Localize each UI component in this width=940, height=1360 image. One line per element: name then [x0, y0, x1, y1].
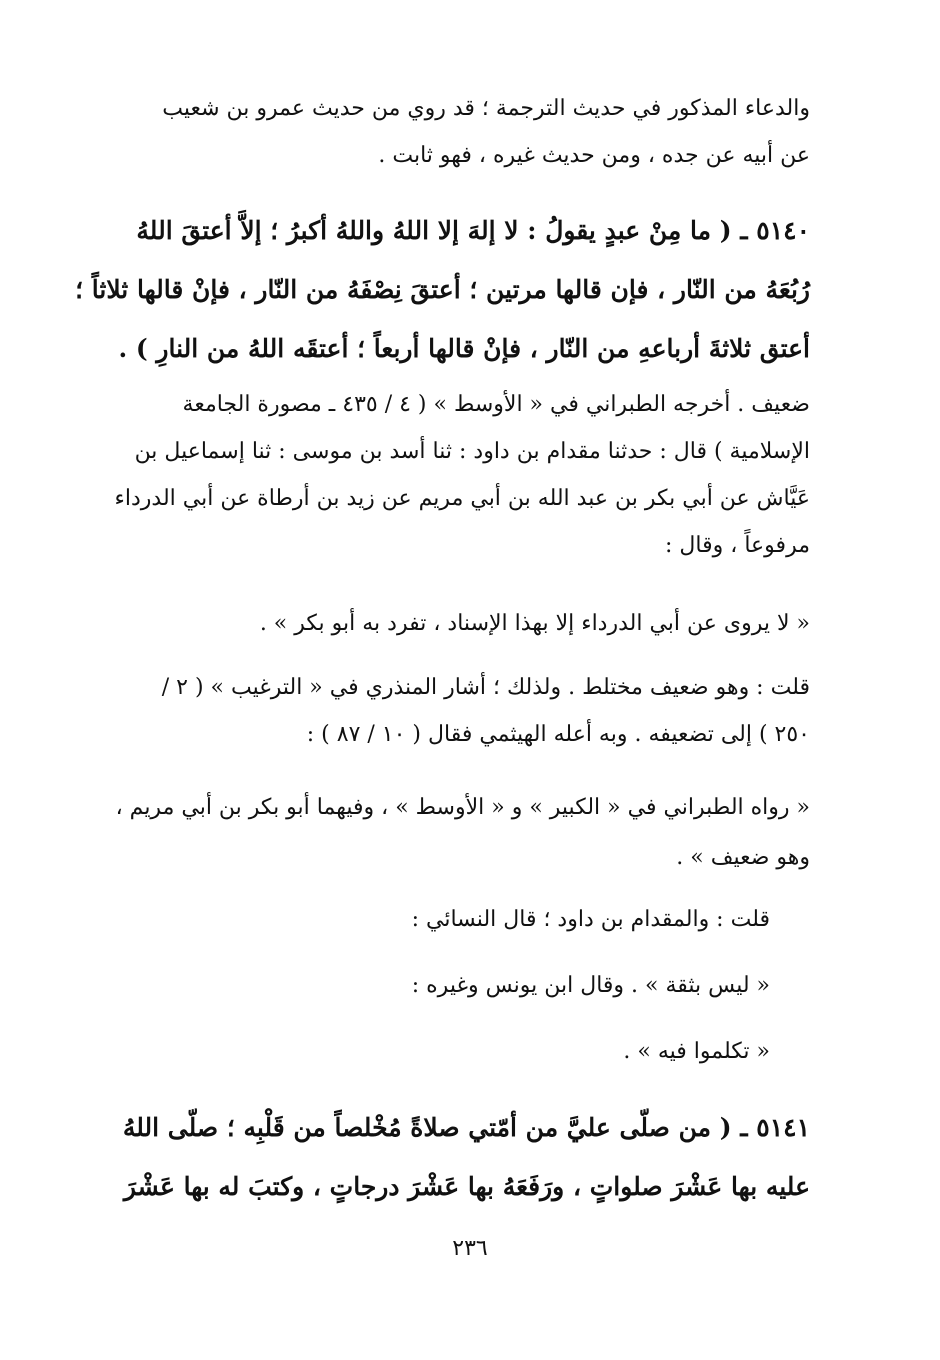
takhrij-paragraph	[66, 381, 810, 569]
quote-line: « تكلموا فيه » .	[623, 1039, 770, 1064]
text-line: الإسلامية ) قال : حدثنا مقدام بن داود : ثنا أسد بن موسى : ثنا إسماعيل بن	[134, 439, 810, 464]
text-line: عَيَّاش عن أبي بكر بن عبد الله بن أبي مريم عن زيد بن أرطاة عن أبي الدرداء	[114, 486, 810, 511]
text-line: « لا يروى عن أبي الدرداء إلا بهذا الإسناد ، تفرد به أبو بكر » .	[259, 611, 810, 636]
intro-paragraph	[66, 85, 810, 179]
quote-haythami	[66, 783, 810, 883]
hadith-5140	[66, 201, 810, 378]
quote-tabarani	[66, 600, 810, 647]
text-line: والدعاء المذكور في حديث الترجمة ؛ قد روي من حديث عمرو بن شعيب	[162, 96, 810, 121]
text-line: مرفوعاً ، وقال :	[665, 533, 810, 558]
hadith-line: عليه بها عَشْرَ صلواتٍ ، ورَفَعَهُ بها عَشْرَ درجاتٍ ، وكتبَ له بها عَشْرَ	[123, 1172, 810, 1201]
page-number: ٢٣٦	[452, 1236, 488, 1261]
hadith-line: ٥١٤١ ـ ( من صلّى عليَّ من أمّتي صلاةً مُخْلصاً من قَلْبِه ؛ صلّى اللهُ	[122, 1113, 810, 1142]
text-line: ضعيف . أخرجه الطبراني في « الأوسط » ( ٤ / ٤٣٥ ـ مصورة الجامعة	[182, 392, 810, 417]
text-line: قلت : وهو ضعيف مختلط . ولذلك ؛ أشار المنذري في « الترغيب » ( ٢ /	[161, 675, 810, 700]
comment-line: قلت : والمقدام بن داود ؛ قال النسائي :	[411, 907, 770, 932]
comment-paragraph	[66, 664, 810, 758]
hadith-line: رُبُعَهُ من النّار ، فإن قالها مرتين ؛ أعتقَ نِصْفَهُ من النّار ، فإنْ قالها ثلاثاً ؛	[75, 275, 810, 304]
hadith-line: أعتق ثلاثةَ أرباعهِ من النّار ، فإنْ قالها أربعاً ؛ أعتقَه اللهُ من النارِ ) .	[118, 334, 810, 363]
text-line: وهو ضعيف » .	[676, 845, 810, 870]
text-line: عن أبيه عن جده ، ومن حديث غيره ، فهو ثابت .	[378, 143, 810, 168]
quote-line: « ليس بثقة » . وقال ابن يونس وغيره :	[411, 973, 770, 998]
hadith-5141	[66, 1098, 810, 1216]
text-line: ٢٥٠ ) إلى تضعيفه . وبه أعله الهيثمي فقال ( ١٠ / ٨٧ ) :	[306, 722, 810, 747]
text-line: « رواه الطبراني في « الكبير » و « الأوسط » ، وفيهما أبو بكر بن أبي مريم ،	[115, 795, 810, 820]
hadith-line: ٥١٤٠ ـ ( ما مِنْ عبدٍ يقولُ : لا إلهَ إلا اللهُ واللهُ أكبرُ ؛ إلاَّ أعتقَ اللهُ	[136, 216, 810, 245]
